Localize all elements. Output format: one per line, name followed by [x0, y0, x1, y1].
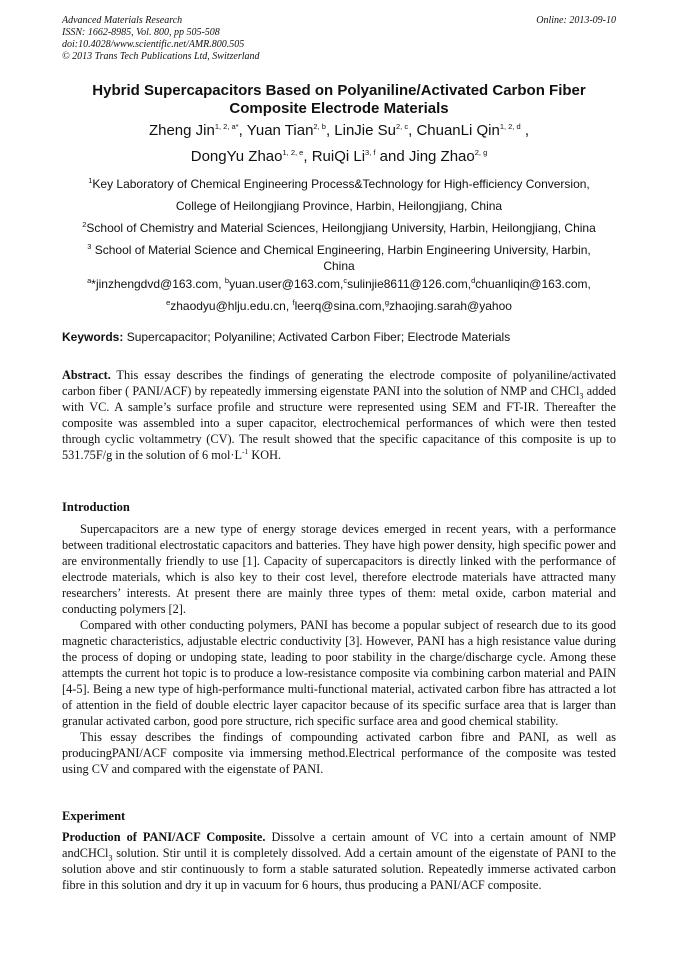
email: *jinzhengdvd@163.com, — [91, 277, 225, 291]
author-name: LinJie Su — [334, 122, 396, 139]
author-sup: 2, g — [474, 148, 488, 157]
author-name: Yuan Tian — [246, 122, 314, 139]
email: zhaodyu@hlju.edu.cn, — [170, 299, 293, 313]
abstract-label: Abstract. — [62, 368, 111, 382]
email: leerq@sina.com, — [294, 299, 385, 313]
copyright: © 2013 Trans Tech Publications Ltd, Switzerland — [62, 51, 260, 62]
affiliation-1: $^1$Key Laboratory of Chemical Engineering Process&Technology for High-efficiency Conversion, College of Heilongjiang Province, Harbin, Heilongjiang, China — [88, 176, 590, 213]
keywords-label: Keywords: — [62, 330, 124, 344]
email: sulinjie8611@126.com, — [347, 277, 472, 291]
author-sup: 2, b — [313, 122, 326, 131]
authors-line-2: DongYu Zhao$^{1, 2, e}$, RuiQi Li$^{3, f}$ and Jing Zhao$^{2, g}$ — [190, 148, 488, 165]
email-line-2: $^e$zhaodyu@hlju.edu.cn, $^f$leerq@sina.com,$^g$zhaojing.sarah@yahoo — [166, 298, 512, 313]
email-line-1: $^a$*jinzhengdvd@163.com, $^b$yuan.user@163.com,$^c$sulinjie8611@126.com,$^d$chuanliqin@163.com, — [87, 276, 591, 291]
email: zhaojing.sarah@yahoo — [388, 299, 512, 313]
issn: ISSN: 1662-8985, Vol. 800, pp 505-508 — [62, 27, 220, 38]
introduction-heading: Introduction — [62, 500, 130, 514]
title-line-1: Hybrid Supercapacitors Based on Polyaniline/Activated Carbon Fiber — [92, 82, 586, 99]
author-name: DongYu Zhao — [190, 148, 283, 165]
paragraph: Compared with other conducting polymers, PANI has become a popular subject of research due to its good magnetic characteristics, adjustable electric conductivity [3]. However, PANI has a high resistance value during the process of doping or undoping state, leading to poor stability in the charge/discharge cycle. Among these attempts the current hot topic is to produce a low-resistance composite via combining carbon material and PAIN [4-5]. Being a new type of high-performance multi-functional material, activated carbon fibre has attracted a lot of attention in the field of double electric layer capacitor because of its specific surface area that is larger than granular activated carbon, good pore structure, rich specific surface area and good chemical stability. — [62, 618, 616, 728]
journal-name: Advanced Materials Research — [62, 15, 183, 26]
journal-meta — [62, 15, 260, 63]
abstract: Abstract. This essay describes the findings of generating the electrode composite of polyaniline/activated carbon fiber ( PANI/ACF) by repeatedly immersing eigenstate PANI into the solution of NMP and CHCl$_3$ added with VC. A sample’s surface profile and structure were represented using SEM and FT-IR. Thereafter the composite was assembled into a super capacitor, electrochemical performances of which were then tested through cyclic voltammetry (CV). The result showed that the specific capacitance of this composite is up to 531.75F/g in the solution of 6 $mol\cdot L^{-1}$ KOH. — [62, 368, 616, 462]
affiliation-3: $^3$ School of Material Science and Chemical Engineering, Harbin Engineering University, Harbin, China — [87, 242, 591, 273]
authors-line-1: Zheng Jin$^{1, 2, a*}$, Yuan Tian$^{2, b}$, LinJie Su$^{2, c}$, ChuanLi Qin$^{1, 2, d}$ , — [148, 122, 530, 139]
title-line-2: Composite Electrode Materials — [229, 100, 449, 117]
author-sup: 1, 2, a* — [214, 122, 239, 131]
paper-title — [62, 82, 616, 118]
keywords-list: Supercapacitor; Polyaniline; Activated Carbon Fiber; Electrode Materials — [123, 330, 511, 344]
experiment-heading: Experiment — [62, 809, 126, 823]
author-sup: 1, 2, e — [282, 148, 304, 157]
subsection-label: Production of PANI/ACF Composite. — [62, 830, 266, 844]
author-sup: 1, 2, d — [499, 122, 521, 131]
introduction-body — [62, 521, 616, 777]
author-name: ChuanLi Qin — [416, 122, 500, 139]
doi: doi:10.4028/www.scientific.net/AMR.800.505 — [62, 39, 245, 50]
experiment-body: Production of PANI/ACF Composite. Dissolve a certain amount of VC into a certain amount of NMP andCHCl$_3$ solution. Stir until it is completely dissolved. Add a certain amount of the eigenstate of PANI to the solution above and stir continuously to form a stable saturated solution. Repeatedly immerse activated carbon fibre in this solution and dry it up in vacuum for 6 hours, thus producing a PANI/ACF composite. — [62, 830, 616, 892]
author-name: Jing Zhao — [408, 148, 475, 165]
paragraph: Supercapacitors are a new type of energy storage devices emerged in recent years, with a performance between traditional electrostatic capacitors and batteries. They have high power density, high specific power and are environmentally friendly to use [1]. Capacity of supercapacitors is directly linked with the performance of electrode materials, which is also key to their cost level, therefore electrode materials have attracted many researchers’ interests. At present there are mainly three types of them: metal oxide, carbon material and conducting polymers [2]. — [62, 522, 616, 616]
email: yuan.user@163.com, — [229, 277, 344, 291]
author-name: Zheng Jin — [148, 122, 215, 139]
author-name: RuiQi Li — [311, 148, 366, 165]
keywords — [62, 330, 510, 344]
author-sup: 2, c — [396, 122, 409, 131]
online-date: Online: 2013-09-10 — [536, 15, 616, 26]
affiliation-2: $^2$School of Chemistry and Material Sciences, Heilongjiang University, Harbin, Heilongjiang, China — [82, 220, 596, 235]
author-sup: 3, f — [365, 148, 376, 157]
email: chuanliqin@163.com, — [475, 277, 591, 291]
paragraph: This essay describes the findings of compounding activated carbon fibre and PANI, as well as producingPANI/ACF composite via immersing method.Electrical performance of the composite was tested using CV and compared with the eigenstate of PANI. — [62, 730, 616, 776]
